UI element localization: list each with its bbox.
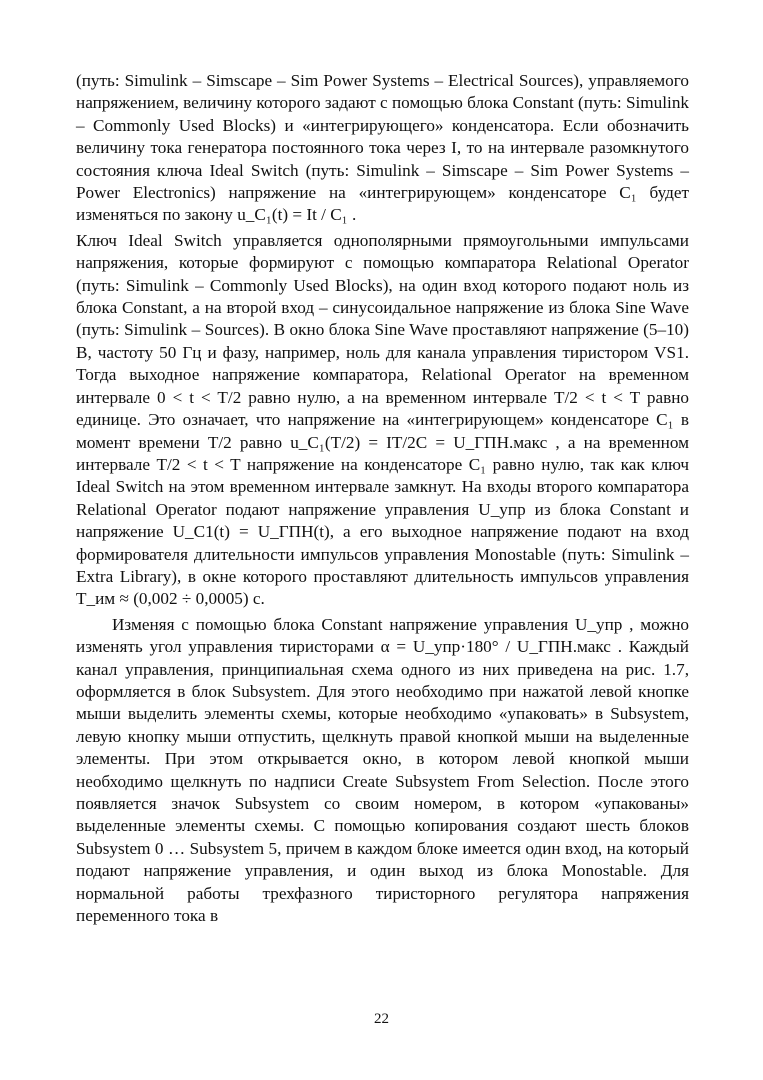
paragraph-1: (путь: Simulink – Simscape – Sim Power Systems – Electrical Sources), управляемого напряжением, величину которого задают с помощью блока Constant (путь: Simulink – Commonly Used Blocks) и «интегрирующего» конденсатора. Если обозначить величину тока генератора постоянного тока через I, то на интервале разомкнутого состояния ключа Ideal Switch (путь: Simulink – Simscape – Sim Power Systems – Power Electronics) напряжение на «интегрирующем» конденсаторе C₁ будет изменяться по закону u_C₁(t) = It / C₁ . — [76, 71, 690, 225]
page-number: 22 — [374, 1011, 389, 1027]
page-body — [76, 70, 689, 927]
paragraph-3: Изменяя с помощью блока Constant напряжение управления U_упр , можно изменять угол управления тиристорами α = U_упр·180° / U_ГПН.макс . Каждый канал управления, принципиальная схема одного из них приведена на рис. 1.7, оформляется в блок Subsystem. Для этого необходимо при нажатой левой кнопке мыши выделить элементы схемы, которые необходимо «упаковать» в Subsystem, левую кнопку мыши отпустить, щелкнуть правой кнопкой мыши на выделенные элементы. При этом открывается окно, в котором левой кнопкой мыши необходимо щелкнуть по надписи Create Subsystem From Selection. После этого появляется значок Subsystem со своим номером, в котором «упакованы» выделенные элементы схемы. С помощью копирования создают шесть блоков Subsystem 0 … Subsystem 5, причем в каждом блоке имеется один вход, на который подают напряжение управления, и один выход из блока Monostable. Для нормальной работы трехфазного тиристорного регулятора напряжения переменного тока в — [76, 614, 689, 926]
paragraph-2: Ключ Ideal Switch управляется однополярными прямоугольными импульсами напряжения, которые формируют с помощью компаратора Relational Operator (путь: Simulink – Commonly Used Blocks), на один вход которого подают ноль из блока Constant, а на второй вход – синусоидальное напряжение из блока Sine Wave (путь: Simulink – Sources). В окно блока Sine Wave проставляют напряжение (5–10) В, частоту 50 Гц и фазу, например, ноль для канала управления тиристором VS1. Тогда выходное напряжение компаратора, Relational Operator на временном интервале 0 < t < T/2 равно нулю, а на временном интервале T/2 < t < T равно единице. Это означает, что напряжение на «интегрирующем» конденсаторе C₁ в момент времени T/2 равно u_C₁(T/2) = IT/2C = U_ГПН.макс , а на временном интервале T/2 < t < T напряжение на конденсаторе C₁ равно нулю, так как ключ Ideal Switch на этом временном интервале замкнут. На входы второго компаратора Relational Operator подают напряжение управления U_упр из блока Constant и напряжение U_C1(t) = U_ГПН(t), а его выходное напряжение подают на вход формирователя длительности импульсов управления Monostable (путь: Simulink – Extra Library), в окне которого проставляют длительность импульсов управления T_им ≈ (0,002 ÷ 0,0005) с. — [76, 230, 689, 609]
